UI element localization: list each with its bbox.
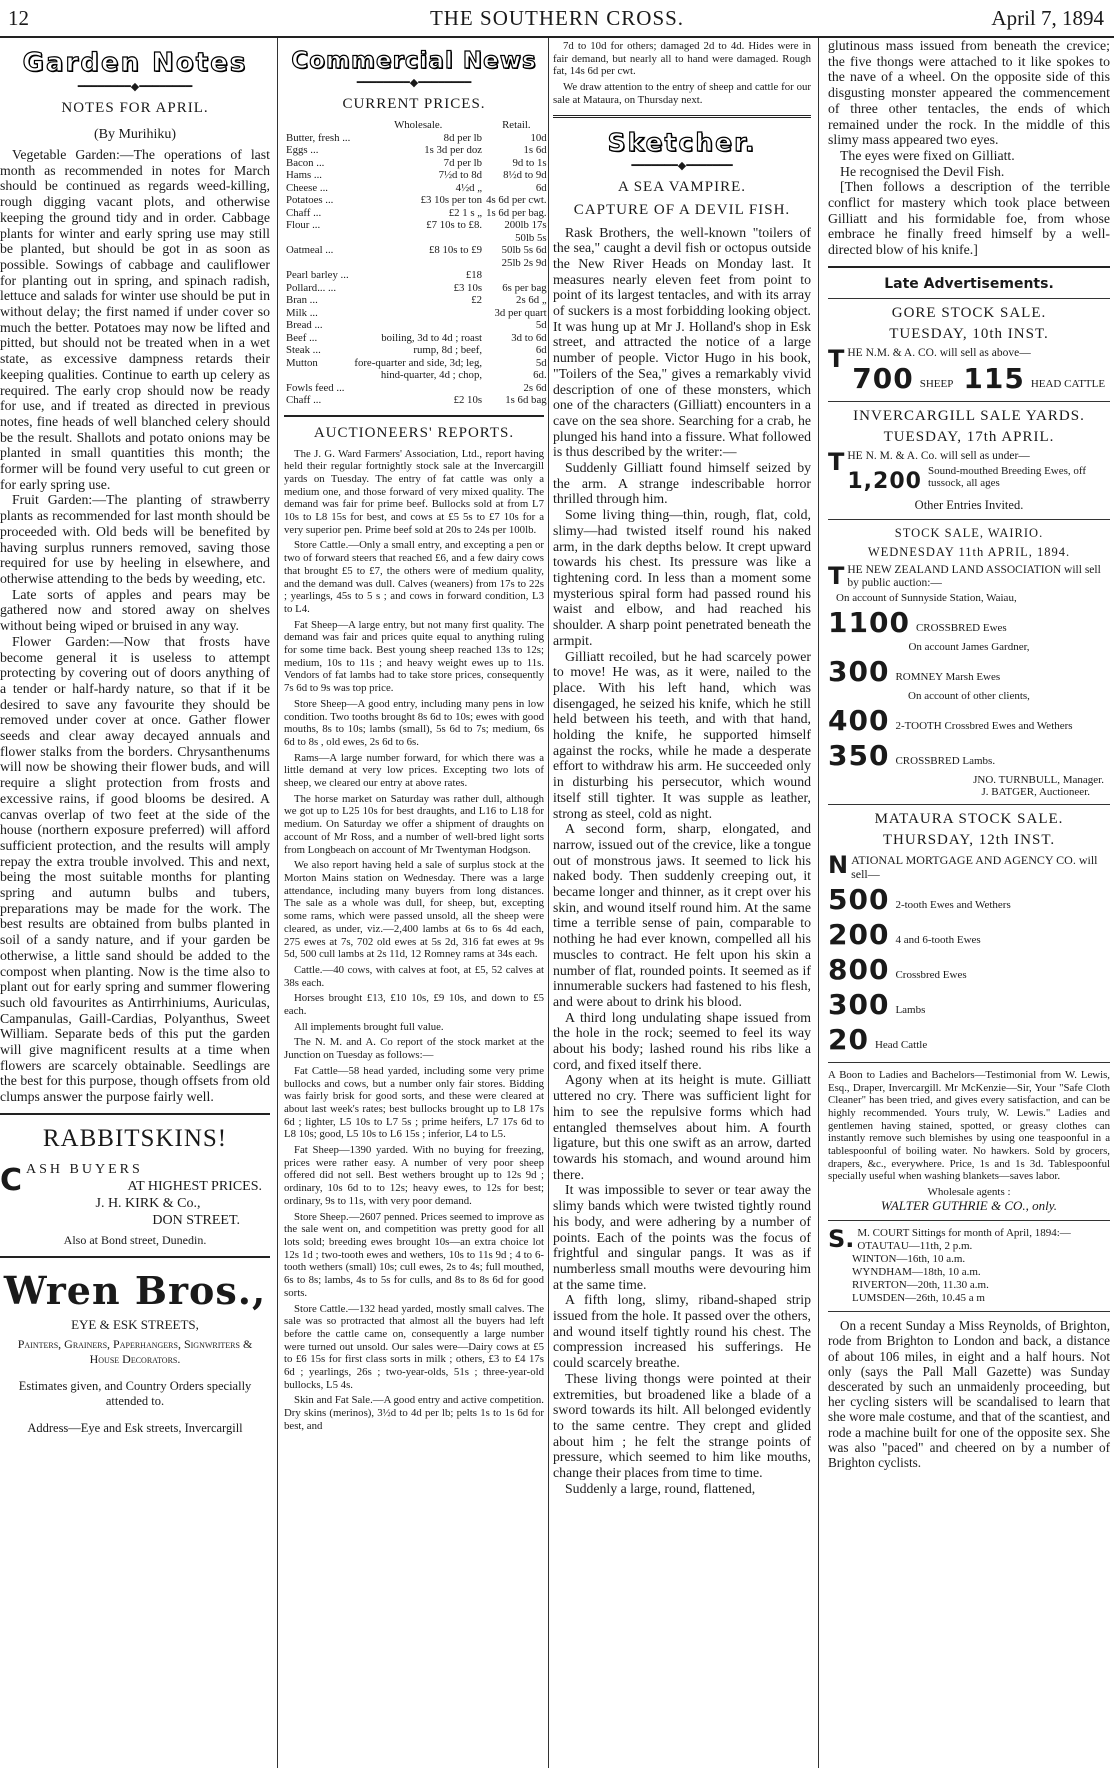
lot-label: CROSSBRED Lambs.: [895, 754, 996, 767]
price-cell: Bran ...: [286, 294, 318, 306]
lot-number: 200: [828, 917, 890, 951]
price-cell: rump, 8d ; beef,: [413, 344, 483, 356]
price-cell: 8d per lb: [443, 131, 483, 144]
lot-number: 500: [828, 882, 890, 916]
column-garden: [0, 38, 270, 1766]
price-cell: 8½d to 9d: [503, 169, 547, 181]
sketcher-para: These living thongs were pointed at their extremities, but broadened like a blade of a sword towards its hilt. All belonged evidently to the same centre. They crept and glided about him ; he felt the strange points of pressure, which seemed to him like mouths, change their places from time to time.: [553, 1370, 811, 1481]
sketcher-para: Rask Brothers, the well-known "toilers of the sea," caught a devil fish or octopus outside the New River Heads on Monday last. It measures nearly eleven feet from point to point of its largest tentacles, and with its array of suckers is a most forbidding looking object. It was hung up at Mr J. Holland's shop in Esk street, and attracted the notice of a large number of people. Victor Hugo in his book, "Toilers of the Sea," gives a remarkably vivid description of one of these monsters, which one of the characters (Gilliatt) encounters in a cave on the sea shore. Searching for a crab, he plunged his hand into a fissure. What followed is thus described by the writer:—: [553, 224, 812, 460]
price-cell: 200lb 17s: [504, 219, 547, 231]
price-row: [284, 257, 549, 270]
sketcher-para: Agony when at its height is mute. Gilliatt uttered no cry. There was sufficient light for him to see the repulsive forms which had entangled themselves about him. A fourth ligature, but this one swift as an arrow, darted towards his stomach, and wound around him there.: [553, 1072, 811, 1182]
lot-label: 4 and 6-tooth Ewes: [895, 933, 981, 946]
price-cell: 4½d „: [455, 181, 483, 194]
report-para: Store Sheep—A good entry, including many pens in low condition. Two tooths brought 8s 6d to 10s; ewes with good mouths, 8s to 10s; lambs (small), 5s 6d to 7s; medium, 6s 6d to 8s , old ewes, 2s 6d to 6s.: [284, 697, 544, 748]
price-cell: [352, 257, 484, 270]
price-row: [284, 182, 549, 195]
court-sitting: WYNDHAM—18th, 10 a.m.: [852, 1266, 981, 1279]
garden-para: Late sorts of apples and pears may be gathered now and stored away on shelves without being wiped or bruised in any way.: [0, 586, 270, 634]
rule: [828, 266, 1110, 268]
price-cell: [284, 232, 352, 245]
price-row: [284, 294, 549, 307]
ad-line: EYE & ESK STREETS,: [71, 1316, 199, 1332]
commercial-news-heading: Commercial News: [291, 48, 537, 74]
lot-row: [828, 918, 1110, 951]
price-cell: Eggs ...: [286, 144, 319, 156]
column-advertisements: [828, 38, 1110, 1766]
lot-label: 2-TOOTH Crossbred Ewes and Wethers: [895, 719, 1073, 732]
report-para: Rams—A large number forward, for which there was a little demand at very low prices. Excepting two lots of sheep, we cleared our entry at above rates.: [284, 751, 544, 790]
price-cell: 7d per lb: [443, 156, 483, 169]
price-cell: 4s 6d per cwt.: [486, 194, 547, 206]
price-cell: 6d.: [533, 369, 547, 381]
rule: [828, 519, 1110, 520]
ornament-divider: ━━━━━━━◆━━━━━━━: [631, 159, 733, 172]
ad-line: DON STREET.: [152, 1212, 240, 1228]
rabbitskins-title: RABBITSKINS!: [42, 1124, 228, 1152]
price-cell: [352, 382, 484, 395]
report-para: Fat Sheep—1390 yarded. With no buying for freezing, prices were rather easy. A number of very poor sheep offered did not sell. Best wethers brought up to 12s 9d ; ordinary, 10s 6d to to 12s; heavy ewes, to 12s for best; ordinary, 9s to 11s, with very poor demand.: [284, 1144, 544, 1207]
sketcher-subheading: CAPTURE OF A DEVIL FISH.: [573, 201, 791, 218]
price-cell: Bacon ...: [286, 156, 325, 169]
price-cell: Chaff ...: [286, 206, 322, 219]
column-commercial: [284, 38, 547, 1766]
price-cell: £2 1 s „: [448, 206, 483, 219]
lot-label: CROSSBRED Ewes: [915, 621, 1007, 634]
masthead: [0, 0, 1114, 38]
report-para: Store Sheep.—2607 penned. Prices seemed to improve as the sale went on, and competition was pretty good for all lots sold; breeding ewes brought 10s—an extra choice lot 12s 1d ; two-tooth ewes and wethers, 10s to 11s 9d ; 4 to 6-tooth wethers (small) 10s; cull ewes, 2s to 4s; full mouthed, 6s to 8s; lambs, 4s to 5s for culls, and 8s to 8s 6d for good sorts.: [284, 1210, 544, 1299]
column-sketcher: [553, 38, 811, 1766]
price-row: [284, 232, 549, 245]
column-rule: [818, 38, 819, 1768]
rule: [828, 1062, 1110, 1063]
rule: [0, 1256, 270, 1258]
price-cell: Flour ...: [286, 219, 321, 231]
price-row: [284, 207, 549, 220]
price-cell: 1s 3d per doz: [424, 144, 483, 156]
report-para: Store Cattle.—132 head yarded, mostly small calves. The sale was so protracted that almost all the buyers had left before the cattle came on, consequently a large number were turned out unsold. Our sales were—Dairy cows at £5 to £6 15s for first class sorts in milk ; others, £3 to £4 17s 6d ; yearlings, 26s ; two-year-olds, 51s ; three-year-old bullocks, L5 4s.: [284, 1302, 544, 1391]
drop-cap: S.: [828, 1225, 855, 1254]
sketcher-para: The eyes were fixed on Gilliatt.: [840, 147, 1015, 163]
price-cell: [352, 307, 484, 320]
gore-sale-heading: GORE STOCK SALE.: [891, 304, 1047, 321]
lot-row: [828, 606, 1110, 639]
sketcher-para: A second form, sharp, elongated, and narrow, issued out of the crevice, like a tongue out of monstrous jaws. It seemed to lick his naked body. Then suddenly creeping out, it became longer and thinner, as it crept over his skin, and wound itself round him. At the same time a terrible sense of pain, comparable to nothing he had ever known, compelled all his muscles to contract. He felt upon his skin a number of flat, rounded points. It seemed as if innumerable suckers had fastened to his flesh, and were about to drink his blood.: [553, 821, 811, 1009]
price-row: [284, 319, 549, 332]
lot-row: [828, 739, 1110, 772]
price-cell: Cheese ...: [286, 181, 328, 194]
report-para: All implements brought full value.: [294, 1020, 444, 1033]
lot-row: [828, 883, 1110, 916]
report-para: Fat Cattle—58 head yarded, including some very prime bullocks and cows, but a number only fair stores. Bidding was fairly brisk for good sorts, and these were cleared at about last week's rates; best bullocks brought up to L8 17s 6d ; lighter, L5 10s to L7 5s ; prime heifers, L7 17s 6d to L8 10s; good, L5 10s to L6 15s ; inferior, L4 to L5.: [284, 1064, 544, 1141]
price-row: [284, 144, 549, 157]
lot-row: [828, 953, 1110, 986]
price-cell: Fowls feed ...: [286, 381, 345, 394]
price-cell: Milk ...: [286, 306, 318, 319]
ornament-divider: ━━━━━━━━◆━━━━━━━━: [77, 81, 193, 93]
price-cell: 5d: [535, 319, 547, 331]
price-row: [284, 344, 549, 357]
price-cell: Bread ...: [286, 319, 323, 331]
lot-label: Sound-mouthed Breeding Ewes, off tussock, all ages: [927, 464, 1087, 489]
garden-notes-heading: Garden Notes: [22, 48, 248, 78]
ad-signature: J. BATGER, Auctioneer.: [981, 785, 1090, 798]
garden-para: Fruit Garden:—The planting of strawberry plants as recommended for last month should be proceeded with. Old beds will be benefited by having surplus runners removed, saving those required for use by heeling in elsewhere, and otherwise attending to the beds by weeding, etc.: [0, 492, 270, 586]
gore-sale-intro: [828, 344, 1110, 373]
court-sittings: [828, 1240, 1110, 1305]
price-cell: 25lb 2s 9d: [501, 256, 547, 269]
price-row: [284, 132, 549, 145]
price-row: [284, 169, 549, 182]
report-continued: 7d to 10d for others; damaged 2d to 4d. Hides were in fair demand, but nearly all to hand were damaged. Rough fat, 14s 6d per cwt.: [553, 40, 811, 78]
lot-label: SHEEP: [919, 377, 954, 390]
price-cell: £7 10s to £8.: [426, 219, 483, 231]
price-cell: Pollard... ...: [286, 281, 337, 294]
ad-line: Painters, Grainers, Paperhangers, Signwriters & House Decorators.: [17, 1336, 253, 1366]
report-para: Fat Sheep—A large entry, but not many first quality. The demand was fair and prices quite equal to anything ruling for some time back. Best young sheep reached 13s to 12s; medium, 10s to 11s ; and heavy weight ewes up to 11s. Vendors of fat lambs had to take store prices, consequently 7s 6d to 9s was top price.: [284, 618, 544, 695]
price-row: [284, 357, 549, 370]
sketcher-para: Some living thing—thin, rough, flat, cold, slimy—had twisted itself round his naked arm, in the dark depths below. It crept upward towards his chest. Its pressure was like a tightening cord. In less than a moment some mysterious spiral form had passed round his waist and elbow, and had reached his shoulder. A sharp point penetrated beneath the armpit.: [553, 507, 811, 648]
lot-label: Lambs: [895, 1003, 926, 1016]
price-cell: 3d to 6d: [511, 331, 547, 344]
price-row: [284, 244, 549, 257]
price-cell: 5d: [535, 356, 547, 369]
wairio-lots: [828, 606, 1110, 772]
lot-row: [828, 1023, 1110, 1056]
price-cell: Chaff ...: [286, 394, 322, 406]
price-cell: Hams ...: [286, 169, 322, 181]
wairio-date: WEDNESDAY 11th APRIL, 1894.: [867, 544, 1071, 559]
rule: [828, 401, 1110, 402]
gore-sale-date: TUESDAY, 10th INST.: [889, 325, 1049, 342]
price-cell: £3 10s per ton: [420, 194, 483, 206]
drop-cap: T: [828, 447, 845, 476]
sketcher-para: A third long undulating shape issued from the hole in the rock; seemed to feel its way about his body; lashed round his ribs like a cord, and fixed itself there.: [553, 1009, 811, 1072]
price-cell: 1s 6d bag: [505, 394, 547, 406]
court-sitting: OTAUTAU—11th, 2 p.m.: [857, 1240, 973, 1253]
rule: [828, 1311, 1110, 1312]
lot-label: ROMNEY Marsh Ewes: [895, 670, 1001, 683]
rule: [553, 115, 811, 118]
price-cell: Mutton: [286, 356, 318, 369]
mataura-lots: [828, 883, 1110, 1056]
price-row: [284, 332, 549, 345]
price-cell: 9d to 1s: [512, 156, 547, 169]
lot-row: [828, 655, 1110, 688]
ad-line: Wholesale agents :: [927, 1186, 1011, 1199]
news-para: On a recent Sunday a Miss Reynolds, of Brighton, rode from Brighton to London and back, a distance of about 106 miles, in eight and a half hours. Not only (says the Pall Mall Gazette) was Sunday descerated by such an unmaidenly proceeding, but her cycling sisters will be scandalised to learn that she wore male costume, and that of the scantiest, and rode a machine built for one of the opposite sex. She was also "paced" and cheered on by a number of Brighton cyclists.: [828, 1318, 1110, 1470]
sketcher-para: Suddenly Gilliatt found himself seized by the arm. A strange indescribable horror thrilled through him.: [553, 460, 811, 507]
price-cell: Oatmeal ...: [286, 244, 334, 256]
court-sitting: LUMSDEN—26th, 10.45 a m: [852, 1292, 985, 1305]
invercargill-heading: INVERCARGILL SALE YARDS.: [853, 407, 1085, 424]
wren-bros-title: Wren Bros.,: [3, 1267, 267, 1313]
lot-number: 115: [963, 361, 1025, 395]
ad-signature: JNO. TURNBULL, Manager.: [973, 773, 1104, 786]
rule: [828, 298, 1110, 299]
price-cell: 3d per quart: [494, 306, 547, 319]
lot-label: Crossbred Ewes: [895, 968, 967, 981]
ad-line: Other Entries Invited.: [914, 497, 1024, 512]
garden-byline: (By Murihiku): [93, 127, 177, 142]
price-row: [284, 157, 549, 170]
lot-number: 300: [828, 987, 890, 1021]
ad-line: HE NEW ZEALAND LAND ASSOCIATION will sell by public auction:—: [847, 563, 1101, 589]
report-para: Skin and Fat Sale.—A good entry and active competition. Dry skins (merinos), 3½d to 4d per lb; pelts 1s to 1s 6d for best, and: [284, 1394, 544, 1432]
price-cell: [284, 369, 352, 382]
page-number: 12: [8, 6, 29, 30]
ad-line: Also at Bond street, Dunedin.: [63, 1232, 207, 1247]
price-cell: 1s 6d: [523, 144, 547, 156]
ad-line: WALTER GUTHRIE & CO., only.: [880, 1198, 1058, 1214]
price-cell: fore-quarter and side, 3d; leg,: [354, 356, 483, 369]
drop-cap: C: [0, 1162, 23, 1198]
price-cell: Potatoes ...: [286, 194, 334, 206]
late-ads-heading: Late Advertisements.: [884, 275, 1054, 292]
ad-line: ASH BUYERS: [26, 1161, 143, 1177]
lot-number: 350: [828, 738, 890, 772]
rule: [284, 415, 544, 417]
price-cell: 50lb 5s 6d: [501, 244, 547, 256]
newspaper-title: THE SOUTHERN CROSS.: [429, 6, 685, 30]
rule: [828, 1220, 1110, 1221]
price-cell: [484, 269, 549, 282]
lot-number: 20: [828, 1022, 869, 1056]
price-cell: 10d: [530, 131, 547, 144]
price-cell: [352, 232, 484, 245]
rule: [0, 1113, 270, 1115]
price-row: [284, 394, 549, 407]
wairio-heading: STOCK SALE, WAIRIO.: [894, 525, 1044, 540]
price-table: [284, 119, 549, 407]
price-cell: £8 10s to £9: [428, 244, 483, 256]
price-cell: 7½d to 8d: [438, 169, 483, 181]
lot-row: [828, 704, 1110, 737]
price-cell: hind-quarter, 4d ; chop,: [380, 369, 483, 381]
sketcher-para: He recognised the Devil Fish.: [840, 163, 1005, 179]
court-sitting: RIVERTON—20th, 11.30 a.m.: [852, 1279, 989, 1292]
report-para: Horses brought £13, £10 10s, £9 10s, and down to £5 each.: [284, 992, 544, 1018]
lot-label: 2-tooth Ewes and Wethers: [895, 898, 1011, 911]
price-cell: £18: [465, 269, 483, 281]
price-cell: 1s 6d per bag.: [486, 206, 547, 219]
price-column-header: Wholesale.: [394, 119, 443, 131]
lot-number: 300: [828, 654, 890, 688]
wairio-intro: [828, 561, 1110, 590]
lot-number: 1,200: [847, 468, 922, 494]
price-cell: 6d: [535, 344, 547, 356]
garden-para: Vegetable Garden:—The operations of last month as recommended in notes for March should be continued as regards weed-killing, rough digging vacant plots, and otherwise keeping the ground tidy and in order. Cabbage plants for winter and early spring use may still be planted, but should be got in as soon as possible. Sowings of cabbage and cauliflower for planting out in spring, and spinach radish, lettuce and salads for winter use should be put in without delay; the first named if under cover so much the better. Potatoes may now be lifted and pitted, but should not be treated when in a wet state, as excessive dampness retards their keeping qualities. Continue to earth up celery as required. The early crop should now be ready for use, and if treated as directed in previous notes, fine heads of well blanched celery should be the result. Shallots and potato onions may be planted in small quantities this month; the former will be found very useful to cut green or for early spring use.: [0, 147, 270, 492]
drop-cap: N: [828, 850, 849, 879]
report-continued: We draw attention to the entry of sheep and cattle for our sale at Mataura, on Thursday next.: [553, 81, 811, 106]
price-cell: Pearl barley ...: [286, 269, 349, 281]
ad-line: ATIONAL MORTGAGE AND AGENCY CO. will sell—: [851, 852, 1098, 881]
price-row: [284, 369, 549, 382]
sketcher-subheading: A SEA VAMPIRE.: [617, 178, 747, 195]
sketcher-para: It was impossible to sever or tear away the slimy bands which were twisted tightly round his body, and were adhering by a number of points. Each of the points was the focus of frightful and singular pangs. It was as if numberless small mouths were devouring him at the same time.: [553, 1182, 811, 1292]
sketcher-para: Suddenly a large, round, flattened,: [565, 1480, 756, 1496]
column-rule: [277, 38, 278, 1768]
price-cell: boiling, 3d to 4d ; roast: [381, 331, 483, 344]
garden-para: Flower Garden:—Now that frosts have become general it is useless to attempt protecting by covering out of doors anything of a tender or half-hardy nature, so that if it be desired to save any favourite they should be removed under cover at once. Gather flower seeds and clear away decayed annuals and flower stalks from the borders. Chrysanthenums will now be showing their flower buds, and will require a slight protection from frosts and excessive rains, if good blooms be desired. A canvas overlap of two feet at the side of the house (northern exposure preferred) will afford sufficient protection, and the results will amply repay the extra trouble involved. This and next, being the most suitable months for planting spring and autumn bulbs and tubers, preparations may be made for the work. The best results are obtained from bulbs planted in soil of a sandy nature, and if your garden be otherwise, a little sand should be added to the compost when planting. Now is the time also to plant out for early spring and summer flowering such old favourites as Antirrhiniums, Auriculas, Campanulas, Gaill-Cardias, Polyanthus, Sweet William. Separate beds of this put the garden will give magnificent results at a time when flowers are scarcely obtainable. Seedlings are the best for this purpose, though offsets from old clumps answer the purpose fairly well.: [0, 633, 270, 1105]
price-cell: £2 10s: [453, 394, 483, 406]
price-cell: £2: [471, 294, 483, 306]
price-cell: Steak ...: [286, 344, 321, 356]
rabbitskins-ad: [0, 1161, 270, 1229]
price-cell: 6d: [535, 181, 547, 194]
ad-line: Estimates given, and Country Orders specially attended to.: [18, 1378, 252, 1408]
price-row: [284, 219, 549, 232]
ad-line: HE N.M. & A. CO. will sell as above—: [847, 346, 1031, 359]
lot-label: HEAD CATTLE: [1030, 377, 1106, 390]
price-column-header: Retail.: [502, 119, 531, 131]
price-cell: [352, 319, 484, 332]
price-cell: Beef ...: [286, 331, 318, 344]
drop-cap: T: [828, 344, 845, 373]
court-sitting: WINTON—16th, 10 a.m.: [852, 1253, 966, 1266]
price-cell: Butter, fresh ...: [286, 131, 351, 144]
ad-line: Address—Eye and Esk streets, Invercargill: [27, 1420, 243, 1435]
price-row: [284, 382, 549, 395]
lot-number: 700: [852, 361, 914, 395]
price-cell: 2s 6d: [523, 381, 547, 394]
ad-line: On account of other clients,: [908, 689, 1030, 702]
price-cell: 50lb 5s: [515, 231, 547, 244]
ad-line: On account of Sunnyside Station, Waiau,: [836, 591, 1017, 604]
ad-line: HE N. M. & A. Co. will sell as under—: [847, 449, 1030, 462]
mataura-intro: [828, 850, 1110, 881]
invercargill-intro: [828, 447, 1110, 476]
report-para: The J. G. Ward Farmers' Association, Ltd., report having held their regular fortnightly stock sale at the Invercargill yards on Tuesday. The entry of fat cattle was only a medium one, and those forward of very mixed quality. The demand was fair for prime beef. Bullocks sold at from L7 10s to L8 15s for best, and cows at £5 5s to £7 10s for a very superior pen. Prime beef sold at 20s to 24s per 100lb.: [284, 447, 544, 536]
price-cell: £3 10s: [453, 281, 483, 294]
ad-line: AT HIGHEST PRICES.: [127, 1178, 262, 1194]
price-row: [284, 282, 549, 295]
lot-number: 1100: [828, 605, 910, 639]
mataura-heading: MATAURA STOCK SALE.: [874, 810, 1064, 827]
mataura-date: THURSDAY, 12th INST.: [882, 831, 1056, 848]
price-cell: 6s per bag: [502, 281, 547, 294]
lot-number: 400: [828, 703, 890, 737]
report-para: The N. M. and A. Co report of the stock market at the Junction on Tuesday as follows:—: [284, 1036, 544, 1062]
invercargill-date: TUESDAY, 17th APRIL.: [883, 428, 1055, 445]
safe-cloth-ad: A Boon to Ladies and Bachelors—Testimonial from W. Lewis, Esq., Draper, Invercargill. Mr McKenzie—Sir, Your "Safe Cloth Cleaner" has been tried, and gives every satisfaction, and can be highly recommended. Yours truly, W. Lewis." Ladies and gentlemen having stained, spotted, or greasy clothes can instantly remove such blemishes by using one teaspoonful in a tablespoonful of boiling water. No hawkers. Sold by grocers, drapers, &c., everywhere. Price, 1s and 1s 3d. Tablespoonful specially useful when washing blankets—saves labor.: [828, 1068, 1110, 1183]
sketcher-para: [Then follows a description of the terrible conflict for mastery which took place between Gilliatt and his formidable foe, from whose embrace he finally freed himself by a well-directed blow of his knife.]: [828, 179, 1110, 258]
ad-line: On account James Gardner,: [908, 640, 1030, 653]
report-para: Store Cattle.—Only a small entry, and excepting a pen or two of forward steers that reached £6, and a few dairy cows that brought £5 to £7, the others were of medium quality, and the demand was dull. Calves (weaners) from 17s to 22s ; yearlings, 45s to 5 s ; and cows in forward condition, L3 to L4.: [284, 539, 544, 615]
ad-line: J. H. KIRK & Co.,: [95, 1195, 201, 1211]
price-cell: 2s 6d „: [516, 294, 547, 306]
ornament-divider: ━━━━━━━━◆━━━━━━━━: [356, 77, 472, 89]
auctioneers-heading: AUCTIONEERS' REPORTS.: [313, 424, 515, 441]
lot-row: [828, 988, 1110, 1021]
rule: [828, 804, 1110, 805]
sketcher-heading: Sketcher.: [607, 127, 757, 157]
price-row: [284, 269, 549, 282]
report-para: The horse market on Saturday was rather dull, although we got up to L25 10s for best draughts, and L16 to L18 for medium. On Saturday we offer a shipment of draughts on account of Mr Ross, and a number of well-bred light sorts from Longbeach on account of Mr Twentyman Hodgson.: [284, 792, 544, 856]
sketcher-para: Gilliatt recoiled, but he had scarcely power to move! He was, as it were, nailed to the place. With his left hand, which was disengaged, he seized his knife, which he still held between his teeth, and with that hand, holding the knife, he supported himself against the rocks, while he made a desperate effort to withdraw his arm. He succeeded only in disturbing his persecutor, which wound itself still tighter. It was supple as leather, strong as steel, cold as night.: [553, 648, 811, 821]
invercargill-lot: [847, 465, 1110, 494]
report-para: Cattle.—40 cows, with calves at foot, at £5, 52 calves at 38s each.: [284, 963, 544, 989]
sketcher-para: A fifth long, slimy, riband-shaped strip issued from the hole. It passed over the others, and wound itself tightly round his chest. The compression increased his sufferings. He could scarcely breathe.: [553, 1292, 811, 1371]
price-cell: [284, 257, 352, 270]
garden-subheading: NOTES FOR APRIL.: [61, 100, 209, 116]
report-para: We also report having held a sale of surplus stock at the Morton Mains station on Wednesday. There was a large attendance, including many buyers from long distances. The sale as a whole was dull, for sheep, but, excepting some rams, which were passed unsold, all the sheep were cleared, as under, viz.—2,400 lambs at 6s to 6s 4d each, 275 ewes at 7s, 702 old ewes at 5s 2d, 316 fat ewes at 9s 5d, 500 cull lambs at 2s 11d, 12 Romney rams at 34s each.: [284, 859, 544, 961]
ad-line: M. COURT Sittings for month of April, 1894:—: [857, 1227, 1071, 1240]
lot-label: Head Cattle: [874, 1038, 928, 1051]
issue-date: April 7, 1894: [991, 6, 1104, 30]
price-row: [284, 194, 549, 207]
drop-cap: T: [828, 561, 845, 590]
price-row: [284, 307, 549, 320]
current-prices-heading: CURRENT PRICES.: [342, 96, 486, 112]
sketcher-para: glutinous mass issued from beneath the crevice; the five thongs were attached to it like spokes to the nave of a wheel. On the opposite side of this disgusting monster appeared the commencement of three other tentacles, the ends of which remained under the rock. In the middle of this slimy mass appeared two eyes.: [828, 38, 1110, 148]
gore-lots: [847, 362, 1110, 395]
lot-number: 800: [828, 952, 890, 986]
